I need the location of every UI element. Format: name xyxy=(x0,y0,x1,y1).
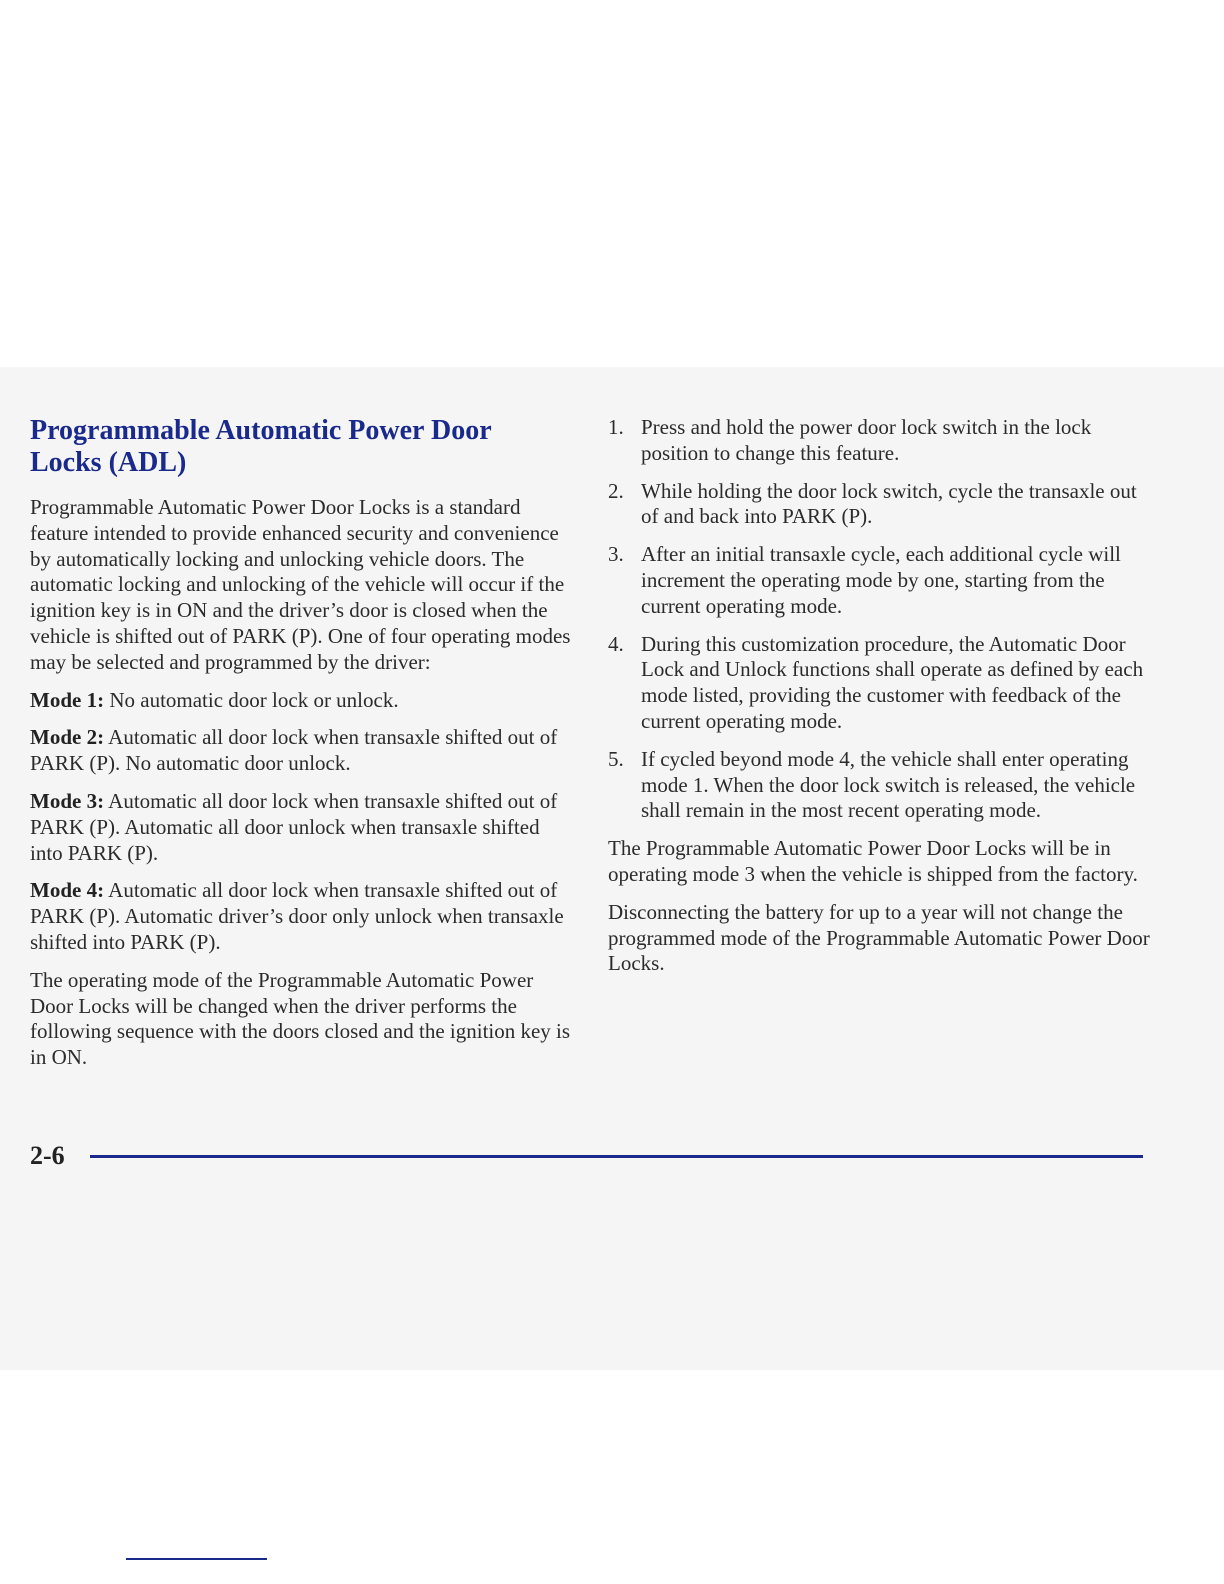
mode-2-label: Mode 2: xyxy=(30,725,105,750)
step-4-text: During this customization procedure, the Automatic Door Lock and Unlock functions shall operate as defined by each mode listed, providing the customer with feedback of the current operating mode. xyxy=(641,631,1144,733)
mode-3 xyxy=(30,789,575,866)
step-3-text: After an initial transaxle cycle, each additional cycle will increment the operating mode by one, starting from the current operating mode. xyxy=(641,542,1121,618)
step-1 xyxy=(608,415,1153,467)
shipped-note: The Programmable Automatic Power Door Locks will be in operating mode 3 when the vehicle is shipped from the factory. xyxy=(608,836,1138,886)
step-4-number: 4. xyxy=(608,631,624,656)
step-3 xyxy=(608,542,1153,619)
page-number: 2-6 xyxy=(30,1141,65,1170)
step-2-number: 2. xyxy=(608,478,624,503)
mode-3-text: Automatic all door lock when transaxle shifted out of PARK (P). Automatic all door unlock when transaxle shifted into PARK (P). xyxy=(30,788,558,865)
footer-rule xyxy=(90,1155,1143,1158)
step-5 xyxy=(608,747,1153,824)
mode-2-text: Automatic all door lock when transaxle shifted out of PARK (P). No automatic door unlock. xyxy=(30,725,558,776)
mode-3-label: Mode 3: xyxy=(30,788,105,813)
mode-4-text: Automatic all door lock when transaxle shifted out of PARK (P). Automatic driver’s door only unlock when transaxle shifted into PARK (P). xyxy=(30,878,564,954)
step-1-text: Press and hold the power door lock switch in the lock position to change this feature. xyxy=(641,415,1092,465)
intro-paragraph: Programmable Automatic Power Door Locks is a standard feature intended to provide enhanced security and convenience by automatically locking and unlocking vehicle doors. The automatic locking and unlocking of the vehicle will occur if the ignition key is in ON and the driver’s door is closed when the vehicle is shifted out of PARK (P). One of four operating modes may be selected and programmed by the driver: xyxy=(30,495,571,674)
battery-note: Disconnecting the battery for up to a year will not change the programmed mode of the Programmable Automatic Power Door Locks. xyxy=(608,899,1150,976)
step-3-number: 3. xyxy=(608,542,624,567)
bottom-rule xyxy=(126,1558,267,1560)
step-5-text: If cycled beyond mode 4, the vehicle shall enter operating mode 1. When the door lock switch is released, the vehicle shall remain in the most recent operating mode. xyxy=(641,746,1136,823)
section-title-line1: Programmable Automatic Power Door xyxy=(30,415,492,446)
mode-1 xyxy=(30,688,575,714)
mode-2 xyxy=(30,725,575,777)
right-column xyxy=(608,415,1153,989)
step-2 xyxy=(608,479,1153,531)
mode-4-label: Mode 4: xyxy=(30,878,105,903)
mode-1-label: Mode 1: xyxy=(30,687,105,712)
step-2-text: While holding the door lock switch, cycle the transaxle out of and back into PARK (P). xyxy=(641,478,1137,529)
mode-1-text: No automatic door lock or unlock. xyxy=(104,687,399,712)
mode-4 xyxy=(30,878,575,955)
left-column xyxy=(30,415,575,1083)
section-title-line2: Locks (ADL) xyxy=(30,447,187,478)
step-1-number: 1. xyxy=(608,415,624,439)
sequence-intro: The operating mode of the Programmable Automatic Power Door Locks will be changed when the driver performs the following sequence with the doors closed and the ignition key is in ON. xyxy=(30,967,571,1070)
section-title xyxy=(30,415,575,479)
step-5-number: 5. xyxy=(608,746,624,771)
steps-list xyxy=(608,415,1153,824)
step-4 xyxy=(608,632,1153,735)
